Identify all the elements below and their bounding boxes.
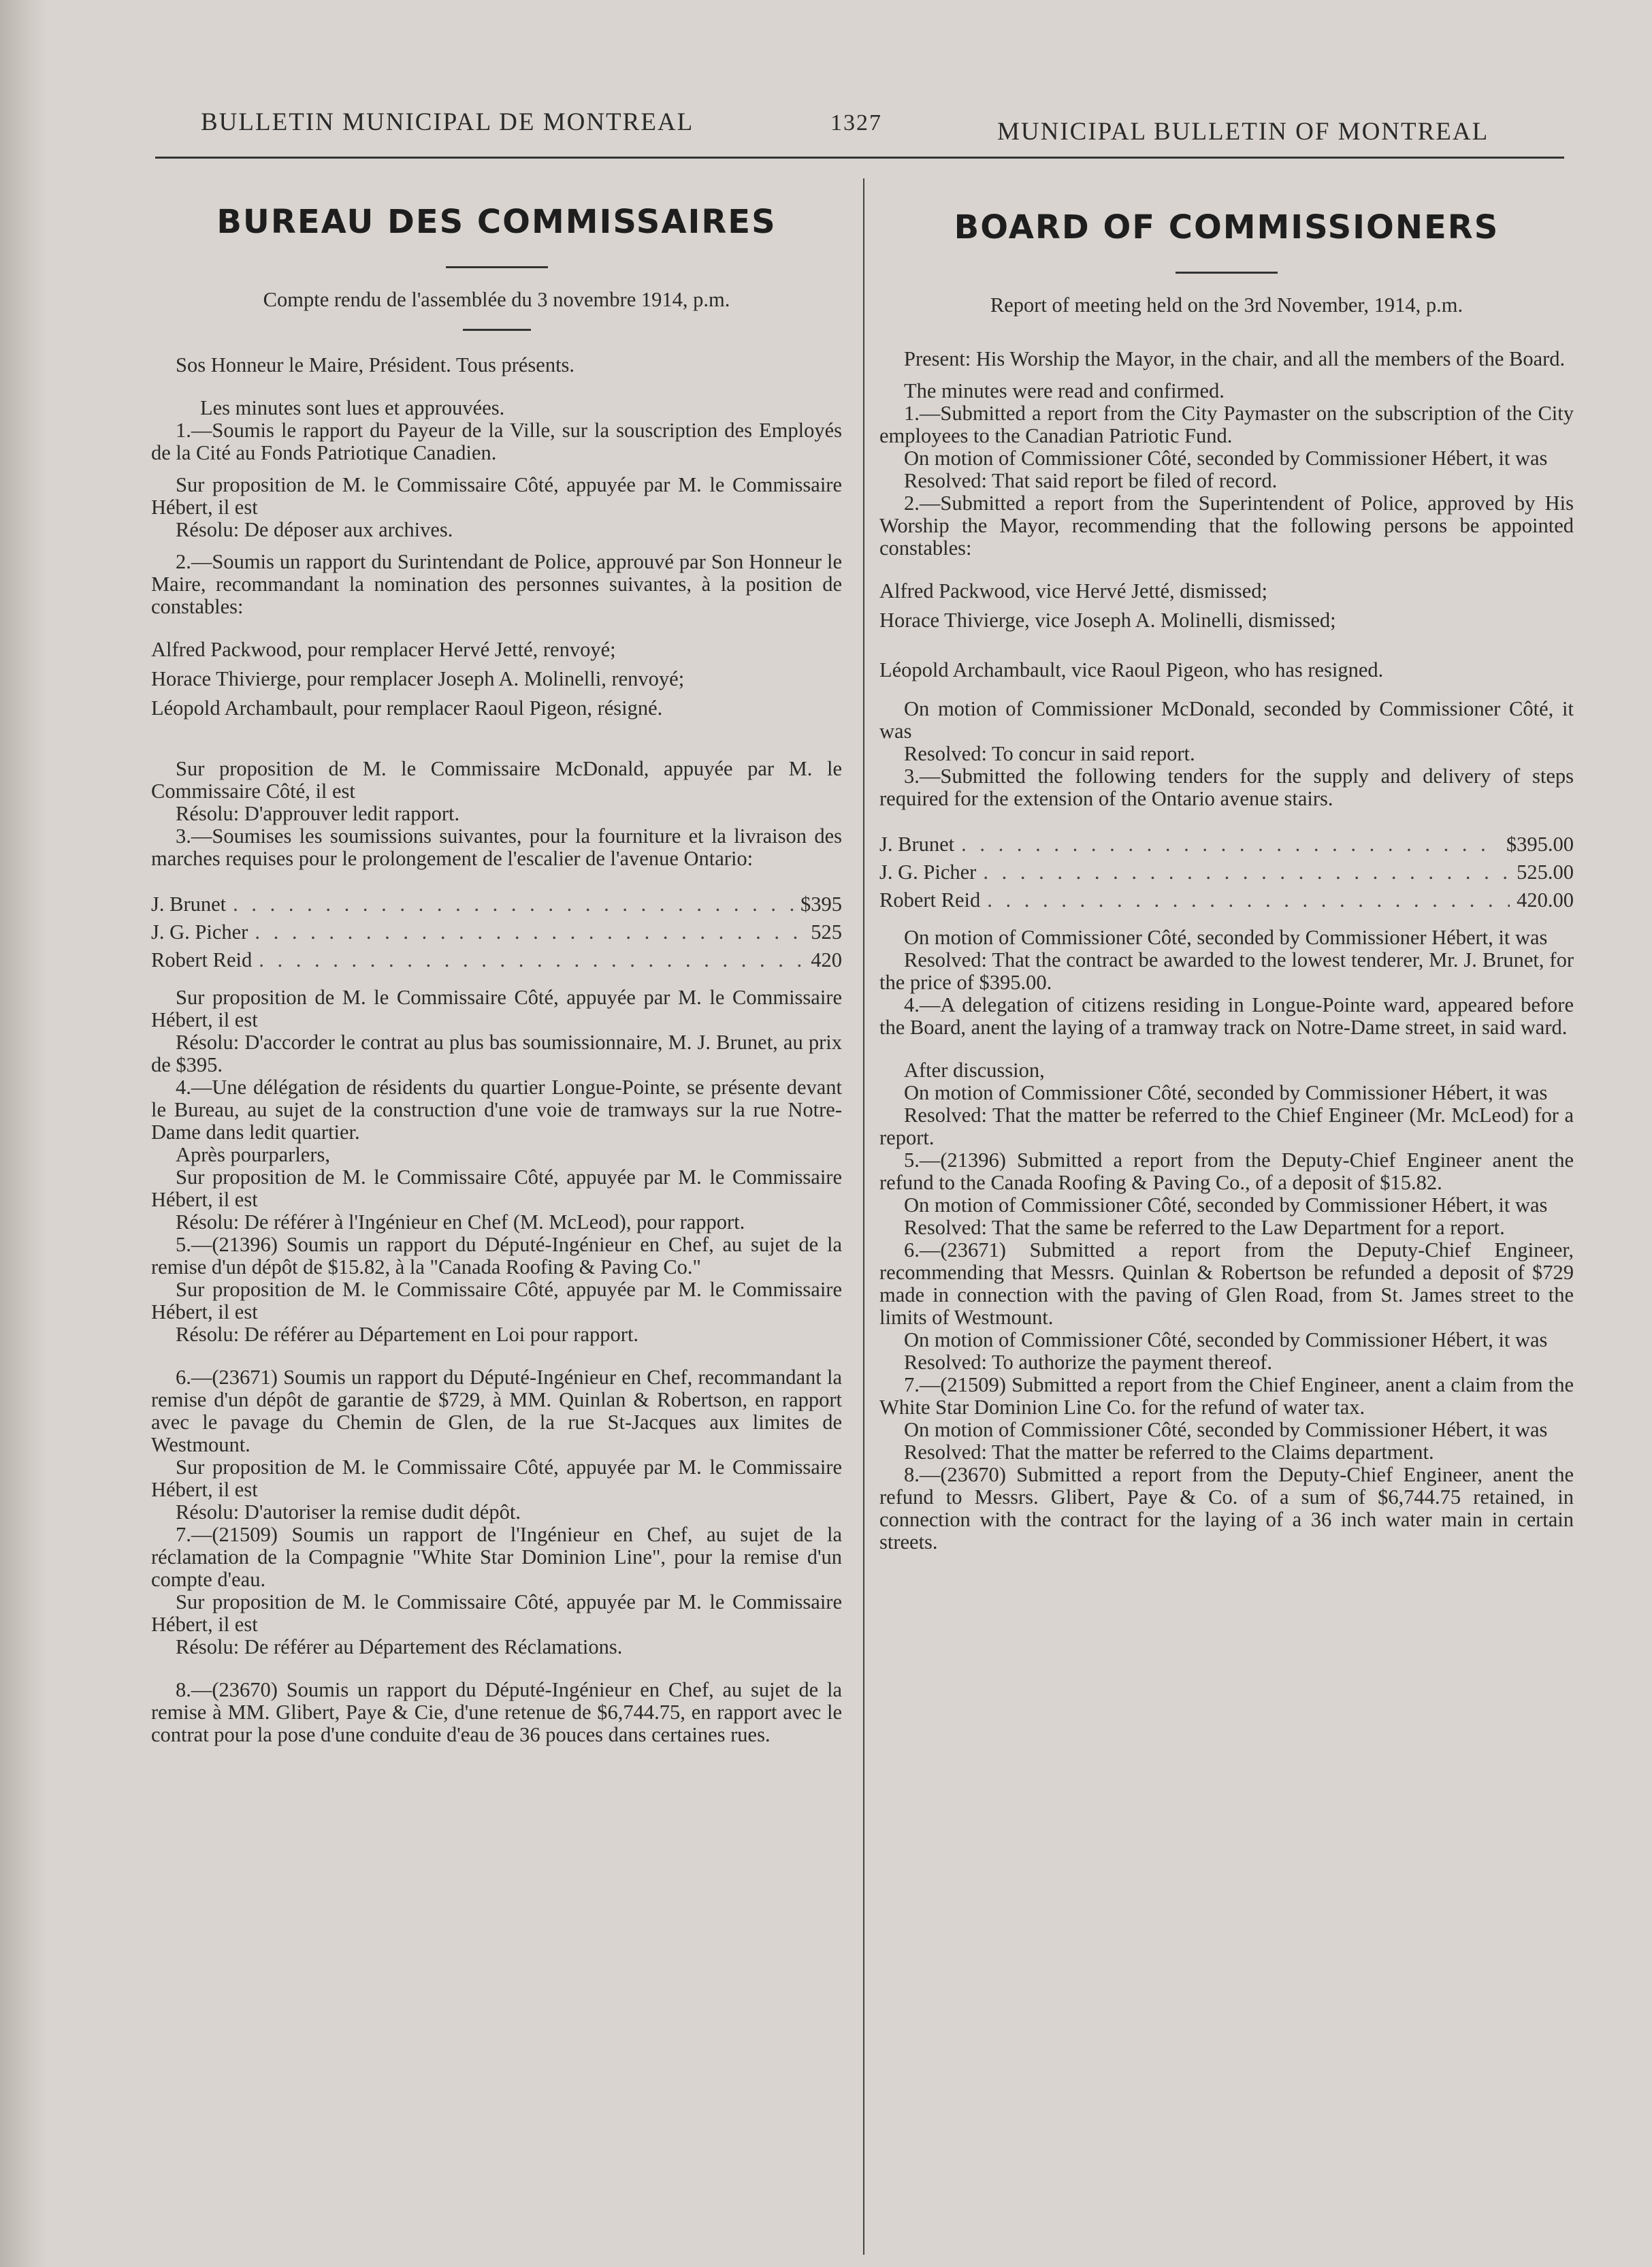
tender-price: 420 <box>811 948 842 971</box>
tender-row <box>151 949 842 971</box>
header-french-title: BULLETIN MUNICIPAL DE MONTREAL <box>201 108 694 136</box>
french-item-7-resolved: Résolu: De référer au Département des Réclamations. <box>176 1635 623 1658</box>
english-item-7-resolved: Resolved: That the matter be referred to the Claims department. <box>904 1441 1434 1464</box>
english-item-2: 2.—Submitted a report from the Superintendent of Police, approved by His Worship the Mayor, recommending that the following persons be appointed constables: <box>879 492 1574 560</box>
english-minutes: The minutes were read and confirmed. <box>904 379 1225 402</box>
french-item-6-motion: Sur proposition de M. le Commissaire Côté, appuyée par M. le Commissaire Hébert, il est <box>151 1456 842 1501</box>
french-item-1-resolved: Résolu: De déposer aux archives. <box>176 518 453 541</box>
french-item-3: 3.—Soumises les soumissions suivantes, pour la fourniture et la livraison des marches requises pour le prolongement de l'escalier de l'avenue Ontario: <box>151 824 842 870</box>
french-item-3-resolved: Résolu: D'accorder le contrat au plus bas soumissionnaire, M. J. Brunet, au prix de $395. <box>151 1031 842 1076</box>
english-item-6: 6.—(23671) Submitted a report from the Deputy-Chief Engineer, recommending that Messrs. Quinlan & Robertson be refunded a deposit of $729 made in connection with the paving of Glen Road, from St. James street to the limits of Westmount. <box>879 1238 1574 1329</box>
english-constable-list <box>879 580 1574 681</box>
english-item-5-motion: On motion of Commissioner Côté, seconded by Commissioner Hébert, it was <box>904 1193 1548 1217</box>
tender-price: 525 <box>811 920 842 944</box>
french-item-6-resolved: Résolu: D'autoriser la remise dudit dépôt. <box>176 1500 521 1524</box>
english-column <box>879 163 1574 1554</box>
tender-row <box>879 833 1574 856</box>
french-item-8: 8.—(23670) Soumis un rapport du Député-Ingénieur en Chef, au sujet de la remise à MM. Glibert, Paye & Cie, d'une retenue de $6,744.75, en rapport avec le contrat pour la pose d'une conduite d'eau de 36 pouces dans certaines rues. <box>151 1678 842 1746</box>
title-rule <box>446 266 548 268</box>
english-item-1-motion: On motion of Commissioner Côté, seconded by Commissioner Hébert, it was <box>904 447 1548 470</box>
english-item-1: 1.—Submitted a report from the City Paymaster on the subscription of the City employees to the Canadian Patriotic Fund. <box>879 402 1574 447</box>
title-rule <box>1176 272 1278 274</box>
french-item-4-resolved: Résolu: De référer à l'Ingénieur en Chef (M. McLeod), pour rapport. <box>176 1210 745 1234</box>
header-rule <box>155 157 1564 159</box>
english-present: Present: His Worship the Mayor, in the chair, and all the members of the Board. <box>904 347 1566 370</box>
english-item-4-motion: On motion of Commissioner Côté, seconded by Commissioner Hébert, it was <box>904 1081 1548 1104</box>
page-number: 1327 <box>830 110 882 135</box>
french-item-2-motion: Sur proposition de M. le Commissaire McDonald, appuyée par M. le Commissaire Côté, il est <box>151 757 842 803</box>
english-constable-1: Alfred Packwood, vice Hervé Jetté, dismissed; <box>879 579 1268 602</box>
header-english-title: MUNICIPAL BULLETIN OF MONTREAL <box>997 118 1489 146</box>
french-item-1-motion: Sur proposition de M. le Commissaire Côté, appuyée par M. le Commissaire Hébert, il est <box>151 473 842 519</box>
english-item-7-motion: On motion of Commissioner Côté, seconded by Commissioner Hébert, it was <box>904 1418 1548 1441</box>
french-item-4-after: Après pourparlers, <box>176 1143 330 1166</box>
tender-price: $395.00 <box>1506 833 1574 856</box>
tender-row <box>879 861 1574 884</box>
tender-row <box>879 889 1574 912</box>
french-column <box>151 163 842 1746</box>
english-item-8: 8.—(23670) Submitted a report from the Deputy-Chief Engineer, anent the refund to Messrs. Glibert, Paye & Co. of a sum of $6,744.75 retained, in connection with the contract for the laying of a 36 inch water main in certain streets. <box>879 1463 1574 1554</box>
tender-row <box>151 893 842 916</box>
tender-name: J. G. Picher <box>879 861 977 884</box>
french-tender-list <box>151 893 842 971</box>
french-constable-list <box>151 639 842 720</box>
tender-row <box>151 921 842 944</box>
french-item-7-motion: Sur proposition de M. le Commissaire Côté, appuyée par M. le Commissaire Hébert, il est <box>151 1590 842 1636</box>
english-item-3-motion: On motion of Commissioner Côté, seconded by Commissioner Hébert, it was <box>904 926 1548 949</box>
running-header <box>157 102 1564 146</box>
english-item-1-resolved: Resolved: That said report be filed of record. <box>904 469 1278 492</box>
english-item-6-resolved: Resolved: To authorize the payment thereof. <box>904 1351 1273 1374</box>
english-section-title: BOARD OF COMMISSIONERS <box>954 208 1500 246</box>
english-item-5-resolved: Resolved: That the same be referred to the Law Department for a report. <box>904 1216 1505 1239</box>
english-item-5: 5.—(21396) Submitted a report from the Deputy-Chief Engineer anent the refund to the Canada Roofing & Paving Co., of a deposit of $15.82. <box>879 1148 1574 1194</box>
tender-name: Robert Reid <box>879 888 981 912</box>
english-item-3-resolved: Resolved: That the contract be awarded to the lowest tenderer, Mr. J. Brunet, for the price of $395.00. <box>879 948 1574 994</box>
tender-name: J. G. Picher <box>151 920 248 944</box>
french-item-5: 5.—(21396) Soumis un rapport du Député-Ingénieur en Chef, au sujet de la remise d'un dépôt de $15.82, à la "Canada Roofing & Paving Co." <box>151 1233 842 1279</box>
french-section-title: BUREAU DES COMMISSAIRES <box>216 203 777 241</box>
french-constable-1: Alfred Packwood, pour remplacer Hervé Jetté, renvoyé; <box>151 638 616 661</box>
english-constable-3: Léopold Archambault, vice Raoul Pigeon, who has resigned. <box>879 658 1384 681</box>
french-item-4-motion: Sur proposition de M. le Commissaire Côté, appuyée par M. le Commissaire Hébert, il est <box>151 1165 842 1211</box>
tender-price: $395 <box>800 893 842 916</box>
french-item-1: 1.—Soumis le rapport du Payeur de la Ville, sur la souscription des Employés de la Cité au Fonds Patriotique Canadien. <box>151 419 842 464</box>
french-constable-3: Léopold Archambault, pour remplacer Raoul Pigeon, résigné. <box>151 696 663 720</box>
tender-price: 420.00 <box>1517 888 1574 912</box>
tender-price: 525.00 <box>1517 861 1574 884</box>
french-item-5-resolved: Résolu: De référer au Département en Loi pour rapport. <box>176 1323 639 1346</box>
french-constable-2: Horace Thivierge, pour remplacer Joseph A. Molinelli, renvoyé; <box>151 667 685 690</box>
english-constable-2: Horace Thivierge, vice Joseph A. Molinelli, dismissed; <box>879 609 1336 632</box>
column-divider <box>863 178 864 2255</box>
french-item-2-resolved: Résolu: D'approuver ledit rapport. <box>176 802 460 825</box>
english-item-4-after: After discussion, <box>904 1059 1045 1082</box>
tender-name: Robert Reid <box>151 948 253 971</box>
english-item-4: 4.—A delegation of citizens residing in Longue-Pointe ward, appeared before the Board, anent the laying of a tramway track on Notre-Dame street, in said ward. <box>879 993 1574 1039</box>
french-item-3-motion: Sur proposition de M. le Commissaire Côté, appuyée par M. le Commissaire Hébert, il est <box>151 986 842 1031</box>
french-item-5-motion: Sur proposition de M. le Commissaire Côté, appuyée par M. le Commissaire Hébert, il est <box>151 1278 842 1323</box>
french-item-4: 4.—Une délégation de résidents du quartier Longue-Pointe, se présente devant le Bureau, au sujet de la construction d'une voie de tramways sur la rue Notre-Dame dans ledit quartier. <box>151 1076 842 1144</box>
french-item-2: 2.—Soumis un rapport du Surintendant de Police, approuvé par Son Honneur le Maire, recommandant la nomination des personnes suivantes, à la position de constables: <box>151 550 842 618</box>
english-item-4-resolved: Resolved: That the matter be referred to the Chief Engineer (Mr. McLeod) for a report. <box>879 1104 1574 1149</box>
tender-name: J. Brunet <box>151 893 227 916</box>
french-item-7: 7.—(21509) Soumis un rapport de l'Ingénieur en Chef, au sujet de la réclamation de la Compagnie "White Star Dominion Line", pour la remise d'un compte d'eau. <box>151 1523 842 1591</box>
english-tender-list <box>879 833 1574 912</box>
french-intro: Compte rendu de l'assemblée du 3 novembre 1914, p.m. <box>263 288 730 311</box>
french-present: Sos Honneur le Maire, Président. Tous présents. <box>176 353 575 376</box>
english-item-3: 3.—Submitted the following tenders for the supply and delivery of steps required for the extension of the Ontario avenue stairs. <box>879 765 1574 810</box>
english-item-2-motion: On motion of Commissioner McDonald, seconded by Commissioner Côté, it was <box>879 697 1574 743</box>
english-item-2-resolved: Resolved: To concur in said report. <box>904 742 1195 765</box>
intro-rule <box>463 329 531 331</box>
english-item-7: 7.—(21509) Submitted a report from the Chief Engineer, anent a claim from the White Star Dominion Line Co. for the refund of water tax. <box>879 1373 1574 1419</box>
english-intro: Report of meeting held on the 3rd November, 1914, p.m. <box>990 293 1463 317</box>
french-minutes: Les minutes sont lues et approuvées. <box>200 396 505 419</box>
english-item-6-motion: On motion of Commissioner Côté, seconded by Commissioner Hébert, it was <box>904 1328 1548 1351</box>
french-item-6: 6.—(23671) Soumis un rapport du Député-Ingénieur en Chef, recommandant la remise d'un dépôt de garantie de $729, à MM. Quinlan & Robertson, en rapport avec le pavage du Chemin de Glen, de la rue St-Jacques aux limites de Westmount. <box>151 1366 842 1456</box>
page-binding-shadow <box>0 0 48 2267</box>
tender-name: J. Brunet <box>879 833 955 856</box>
